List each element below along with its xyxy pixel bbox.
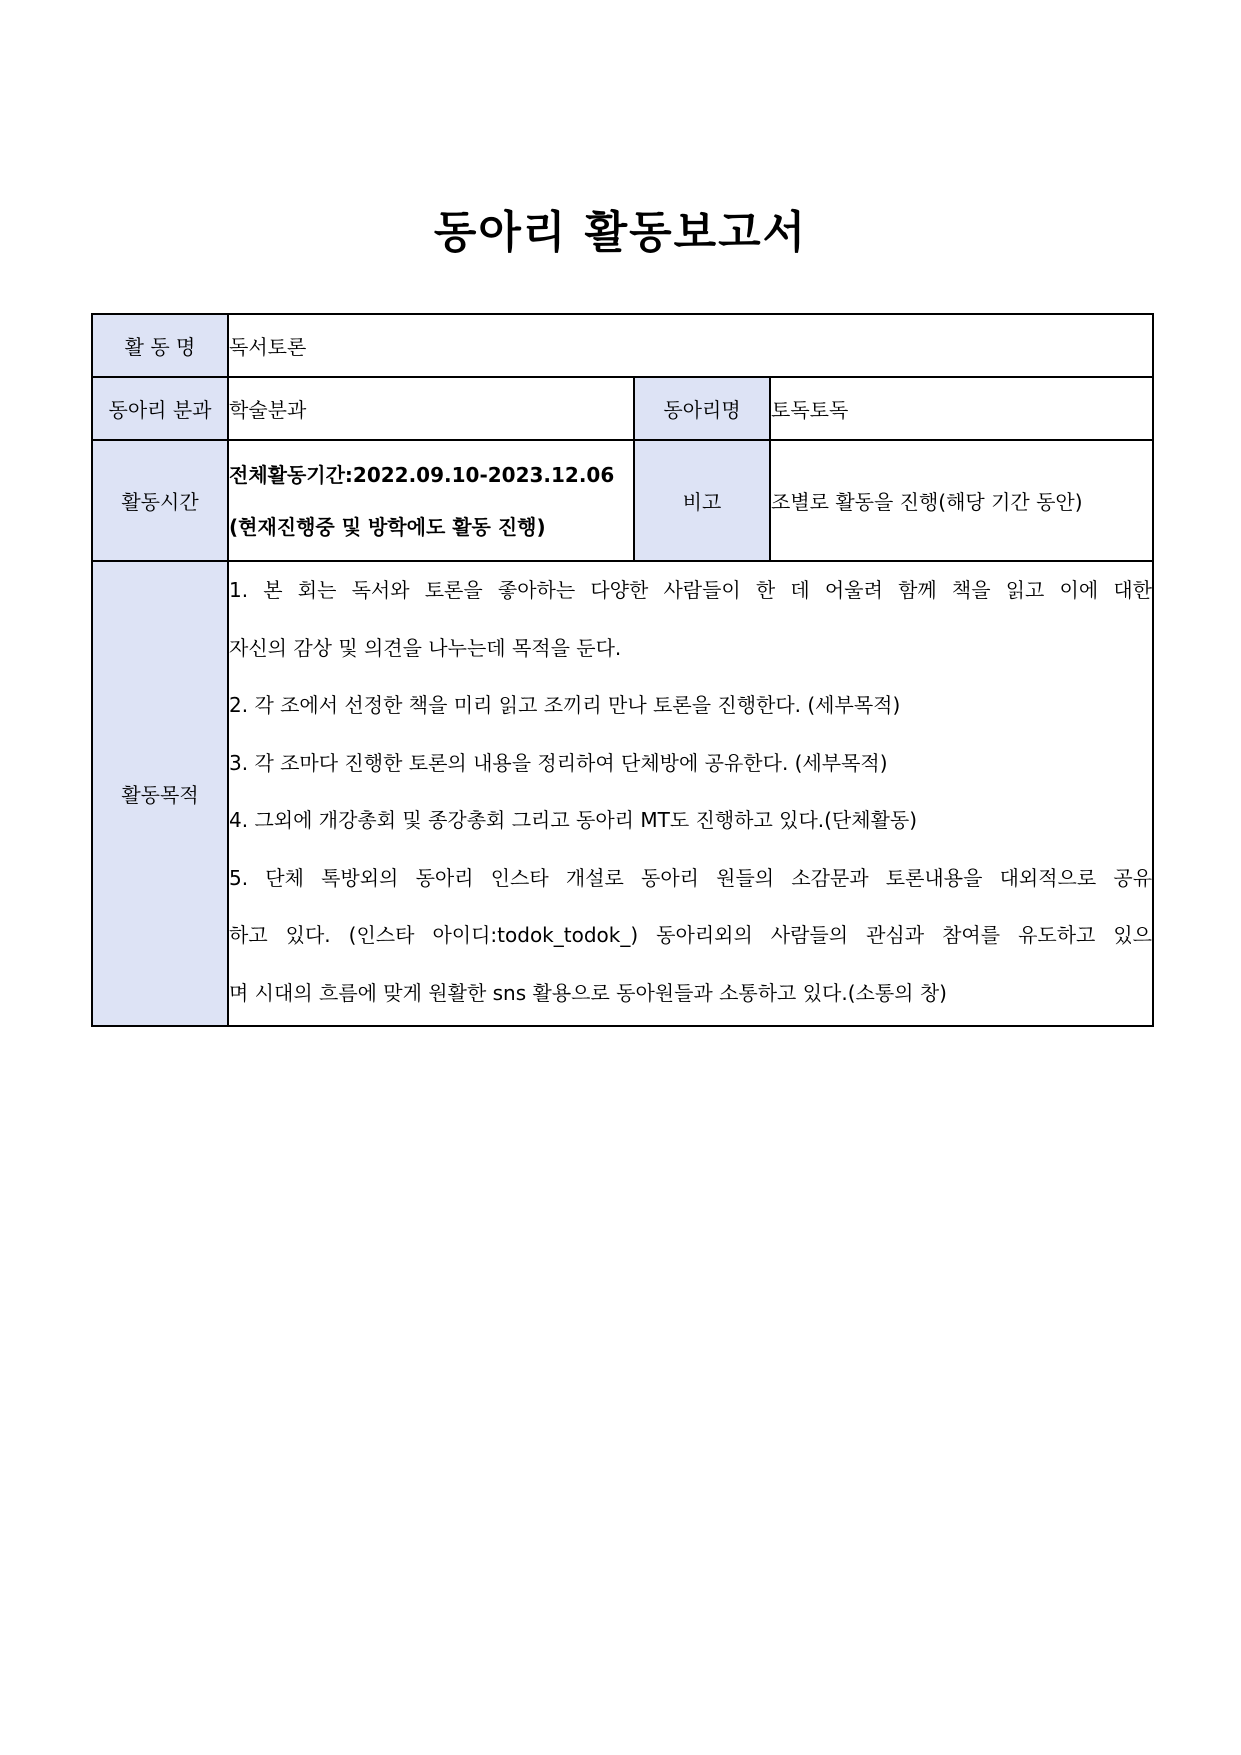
purpose-line: 자신의 감상 및 의견을 나누는데 목적을 둔다. bbox=[229, 635, 622, 660]
row-activity-name bbox=[92, 314, 1153, 377]
remarks-label: 비고 bbox=[634, 440, 770, 561]
row-club-division bbox=[92, 377, 1153, 440]
remarks-value: 조별로 활동을 진행(해당 기간 동안) bbox=[770, 440, 1153, 561]
activity-name-label: 활 동 명 bbox=[92, 314, 228, 377]
purpose-line: 5. 단체 톡방외의 동아리 인스타 개설로 동아리 원들의 소감문과 토론내용을 대외적으로 공유 bbox=[229, 865, 1153, 890]
purpose-label: 활동목적 bbox=[92, 561, 228, 1026]
purpose-value bbox=[228, 561, 1153, 1026]
row-activity-time bbox=[92, 440, 1153, 561]
activity-period-note: (현재진행중 및 방학에도 활동 진행) bbox=[229, 514, 546, 539]
club-name-value: 토독토독 bbox=[770, 377, 1153, 440]
club-division-value: 학술분과 bbox=[228, 377, 634, 440]
purpose-line: 하고 있다. (인스타 아이디:todok_todok_) 동아리외의 사람들의 관심과 참여를 유도하고 있으 bbox=[229, 923, 1153, 947]
activity-period: 전체활동기간:2022.09.10-2023.12.06 bbox=[229, 462, 615, 487]
purpose-line: 4. 그외에 개강총회 및 종강총회 그리고 동아리 MT도 진행하고 있다.(단체활동) bbox=[229, 808, 918, 832]
purpose-line: 1. 본 회는 독서와 토론을 좋아하는 다양한 사람들이 한 데 어울려 함께 책을 읽고 이에 대한 bbox=[229, 578, 1153, 602]
club-name-label: 동아리명 bbox=[634, 377, 770, 440]
purpose-line: 3. 각 조마다 진행한 토론의 내용을 정리하여 단체방에 공유한다. (세부목적) bbox=[229, 750, 888, 775]
club-division-label: 동아리 분과 bbox=[92, 377, 228, 440]
document-title: 동아리 활동보고서 bbox=[433, 207, 808, 258]
activity-time-value bbox=[228, 440, 634, 561]
row-activity-purpose bbox=[92, 561, 1153, 1026]
activity-name-value: 독서토론 bbox=[228, 314, 1153, 377]
activity-report-table bbox=[91, 313, 1154, 1027]
purpose-line: 며 시대의 흐름에 맞게 원활한 sns 활용으로 동아원들과 소통하고 있다.(소통의 창) bbox=[229, 980, 947, 1005]
activity-time-label: 활동시간 bbox=[92, 440, 228, 561]
purpose-line: 2. 각 조에서 선정한 책을 미리 읽고 조끼리 만나 토론을 진행한다. (세부목적) bbox=[229, 693, 901, 717]
